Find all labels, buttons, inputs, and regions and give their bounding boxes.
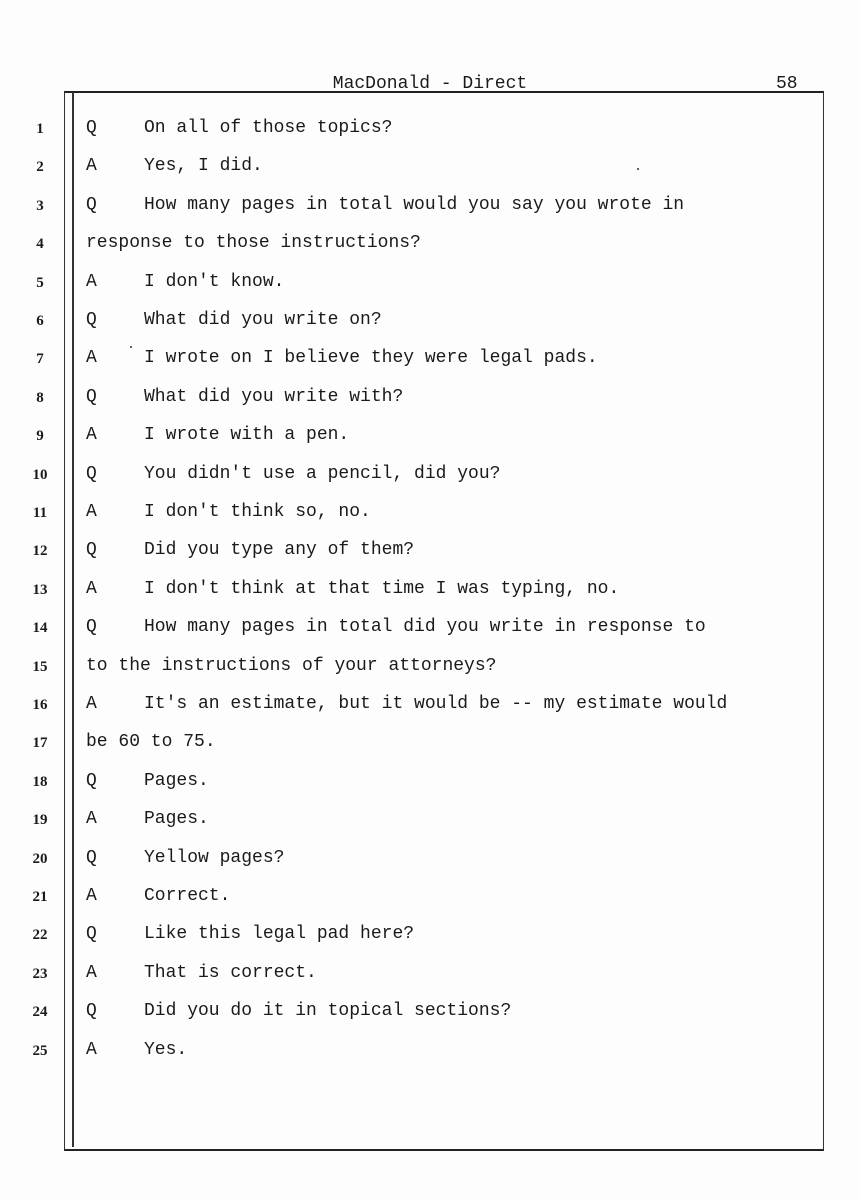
speaker-label: A bbox=[86, 809, 97, 830]
line-text: How many pages in total would you say you wrote in bbox=[144, 194, 685, 215]
speaker-label: A bbox=[86, 502, 97, 522]
line-text: Yes, I did. bbox=[144, 156, 263, 177]
transcript-line bbox=[86, 310, 382, 330]
speaker-label: A bbox=[86, 348, 97, 369]
line-number: 15 bbox=[32, 658, 48, 675]
line-text: That is correct. bbox=[144, 962, 317, 983]
speaker-label: Q bbox=[86, 386, 97, 407]
speaker-label: Q bbox=[86, 770, 97, 791]
transcript-line bbox=[86, 502, 371, 522]
transcript-line bbox=[86, 195, 684, 215]
transcript-line bbox=[86, 732, 216, 752]
line-number: 17 bbox=[32, 735, 48, 752]
transcript-line bbox=[86, 464, 500, 484]
speaker-label: A bbox=[86, 1039, 97, 1060]
line-text: It's an estimate, but it would be -- my estimate would bbox=[144, 694, 728, 714]
transcript-line bbox=[86, 118, 392, 138]
line-number: 3 bbox=[36, 197, 44, 214]
speaker-label: Q bbox=[86, 118, 97, 138]
transcript-line bbox=[86, 540, 414, 560]
transcript-line bbox=[86, 1040, 187, 1060]
line-text: to the instructions of your attorneys? bbox=[86, 655, 497, 676]
line-text: Correct. bbox=[144, 886, 231, 906]
speaker-label: A bbox=[86, 962, 97, 983]
line-text: Yes. bbox=[144, 1039, 188, 1060]
speaker-label: Q bbox=[86, 540, 97, 561]
line-number: 5 bbox=[36, 274, 44, 291]
speaker-label: A bbox=[86, 886, 97, 906]
line-number: 21 bbox=[32, 889, 48, 905]
transcript-line bbox=[86, 156, 263, 176]
speaker-label: A bbox=[86, 156, 97, 177]
speaker-label: A bbox=[86, 425, 97, 446]
line-text: On all of those topics? bbox=[144, 118, 393, 138]
transcript-line bbox=[86, 1001, 511, 1021]
transcript-line bbox=[86, 924, 414, 944]
line-number: 18 bbox=[32, 773, 48, 790]
line-number: 10 bbox=[32, 466, 48, 483]
line-number: 7 bbox=[36, 351, 44, 368]
speaker-label: Q bbox=[86, 924, 97, 945]
line-number: 4 bbox=[36, 236, 44, 253]
line-number: 2 bbox=[36, 159, 44, 176]
line-text: I don't know. bbox=[144, 271, 285, 292]
transcript-line bbox=[86, 963, 317, 983]
transcript-line bbox=[86, 348, 598, 368]
line-text: be 60 to 75. bbox=[86, 732, 216, 753]
line-text: I wrote with a pen. bbox=[144, 425, 350, 446]
line-text: Did you type any of them? bbox=[144, 540, 415, 561]
speaker-label: Q bbox=[86, 310, 97, 330]
line-text: response to those instructions? bbox=[86, 233, 421, 254]
line-number: 14 bbox=[32, 620, 48, 637]
line-text: I don't think at that time I was typing, no. bbox=[144, 578, 620, 599]
line-number: 22 bbox=[32, 927, 48, 944]
line-number: 23 bbox=[32, 965, 48, 982]
line-number: 12 bbox=[32, 543, 48, 560]
line-text: Pages. bbox=[144, 809, 209, 830]
transcript-line bbox=[86, 771, 209, 791]
speaker-label: Q bbox=[86, 847, 97, 868]
line-number: 6 bbox=[36, 313, 44, 329]
line-number: 13 bbox=[32, 581, 48, 598]
line-number: 20 bbox=[32, 850, 48, 867]
line-number: 8 bbox=[36, 389, 44, 406]
line-text: Pages. bbox=[144, 770, 209, 791]
line-text: Like this legal pad here? bbox=[144, 924, 415, 945]
line-text: Did you do it in topical sections? bbox=[144, 1001, 512, 1022]
transcript-line bbox=[86, 848, 284, 868]
transcript-line bbox=[86, 886, 230, 906]
speaker-label: Q bbox=[86, 463, 97, 484]
line-text: What did you write with? bbox=[144, 386, 404, 407]
line-text: How many pages in total did you write in response to bbox=[144, 617, 706, 638]
line-number: 24 bbox=[32, 1004, 48, 1021]
transcript-line bbox=[86, 233, 421, 253]
transcript-line bbox=[86, 617, 706, 637]
line-text: I wrote on I believe they were legal pads. bbox=[144, 348, 598, 369]
line-text: I don't think so, no. bbox=[144, 502, 371, 522]
line-number: 1 bbox=[36, 121, 44, 137]
line-number: 25 bbox=[32, 1042, 48, 1059]
transcript-line bbox=[86, 809, 209, 829]
transcript-line bbox=[86, 272, 284, 292]
transcript-line bbox=[86, 656, 496, 676]
transcript-line bbox=[86, 387, 403, 407]
speaker-label: Q bbox=[86, 617, 97, 638]
margin-rule bbox=[72, 92, 74, 1147]
scan-speck bbox=[637, 168, 639, 170]
line-number: 19 bbox=[32, 812, 48, 829]
speaker-label: Q bbox=[86, 1001, 97, 1022]
transcript-line bbox=[86, 694, 727, 714]
line-number: 11 bbox=[32, 505, 48, 521]
line-number: 9 bbox=[36, 428, 44, 445]
scan-speck bbox=[130, 346, 132, 348]
page-number: 58 bbox=[776, 74, 798, 94]
transcript-line bbox=[86, 425, 349, 445]
speaker-label: A bbox=[86, 271, 97, 292]
page-header-title: MacDonald - Direct bbox=[332, 74, 528, 94]
line-number: 16 bbox=[32, 697, 48, 713]
speaker-label: A bbox=[86, 694, 97, 714]
line-text: What did you write on? bbox=[144, 310, 382, 330]
line-text: You didn't use a pencil, did you? bbox=[144, 463, 501, 484]
line-text: Yellow pages? bbox=[144, 847, 285, 868]
transcript-line bbox=[86, 579, 619, 599]
speaker-label: A bbox=[86, 578, 97, 599]
speaker-label: Q bbox=[86, 194, 97, 215]
